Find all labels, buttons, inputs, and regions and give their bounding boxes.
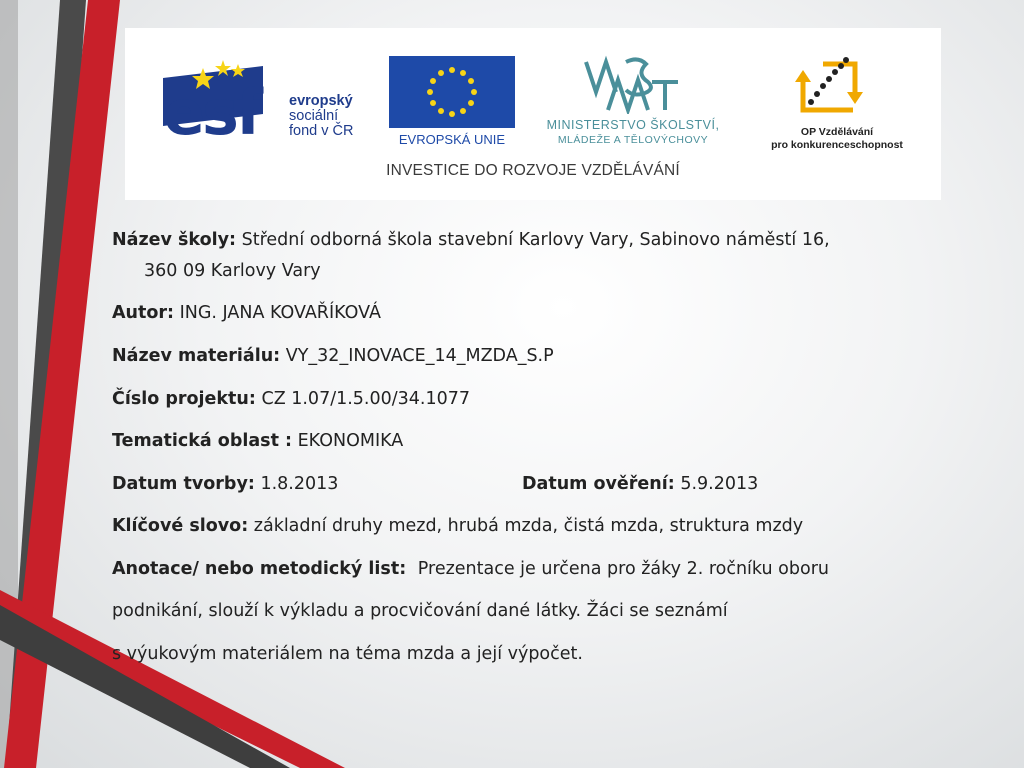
esf-line1: evropský xyxy=(289,93,353,109)
msmt-line2: MLÁDEŽE A TĚLOVÝCHOVY xyxy=(557,134,709,146)
project-row xyxy=(112,389,470,409)
school-value-cont: 360 09 Karlovy Vary xyxy=(144,261,321,281)
msmt-emblem-icon xyxy=(578,52,688,114)
annotation-line1: Prezentace je určena pro žáky 2. ročníku oboru xyxy=(417,559,829,579)
eu-label: EVROPSKÁ UNIE xyxy=(398,132,506,147)
verified-row xyxy=(522,474,758,494)
esf-line2: sociální xyxy=(289,108,339,124)
created-row xyxy=(112,474,338,494)
keywords-row xyxy=(112,516,803,536)
esf-logo xyxy=(163,56,383,156)
material-label: Název materiálu: xyxy=(112,346,281,366)
op-line1: OP Vzdělávání xyxy=(800,126,874,138)
theme-value: EKONOMIKA xyxy=(297,431,404,451)
school-value: Střední odborná škola stavební Karlovy Vary, Sabinovo náměstí 16, xyxy=(241,230,830,250)
msmt-logo xyxy=(523,52,743,152)
school-row xyxy=(112,230,830,250)
banner-tagline: INVESTICE DO ROZVOJE VZDĚLÁVÁNÍ xyxy=(386,162,680,179)
annotation-row-2 xyxy=(112,601,728,621)
project-value: CZ 1.07/1.5.00/34.1077 xyxy=(261,389,471,409)
annotation-line3: s výukovým materiálem na téma mzda a její výpočet. xyxy=(112,644,583,664)
keywords-label: Klíčové slovo: xyxy=(112,516,249,536)
created-label: Datum tvorby: xyxy=(112,474,255,494)
logo-banner xyxy=(125,28,941,200)
eu-logo xyxy=(389,56,515,150)
author-value: ING. JANA KOVAŘÍKOVÁ xyxy=(179,303,381,323)
esf-logo-text: esf xyxy=(163,76,260,149)
author-label: Autor: xyxy=(112,303,175,323)
annotation-row xyxy=(112,559,829,579)
school-row-cont xyxy=(112,261,321,281)
msmt-line1: MINISTERSTVO ŠKOLSTVÍ, xyxy=(546,118,720,132)
op-logo xyxy=(747,52,927,152)
project-label: Číslo projektu: xyxy=(112,389,256,409)
theme-label: Tematická oblast : xyxy=(112,431,293,451)
annotation-row-3 xyxy=(112,644,583,664)
author-row xyxy=(112,303,381,323)
op-line2: pro konkurenceschopnost xyxy=(771,139,903,151)
eu-flag-icon xyxy=(389,56,515,128)
created-value: 1.8.2013 xyxy=(260,474,339,494)
esf-line3: fond v ČR xyxy=(289,123,354,139)
keywords-value: základní druhy mezd, hrubá mzda, čistá mzda, struktura mzdy xyxy=(253,516,804,536)
op-emblem-icon xyxy=(783,52,873,124)
verified-label: Datum ověření: xyxy=(522,474,675,494)
material-row xyxy=(112,346,554,366)
annotation-label: Anotace/ nebo metodický list: xyxy=(112,559,407,579)
annotation-line2: podnikání, slouží k výkladu a procvičování dané látky. Žáci se seznámí xyxy=(112,601,728,621)
theme-row xyxy=(112,431,403,451)
school-label: Název školy: xyxy=(112,230,237,250)
material-value: VY_32_INOVACE_14_MZDA_S.P xyxy=(285,346,554,366)
verified-value: 5.9.2013 xyxy=(680,474,759,494)
